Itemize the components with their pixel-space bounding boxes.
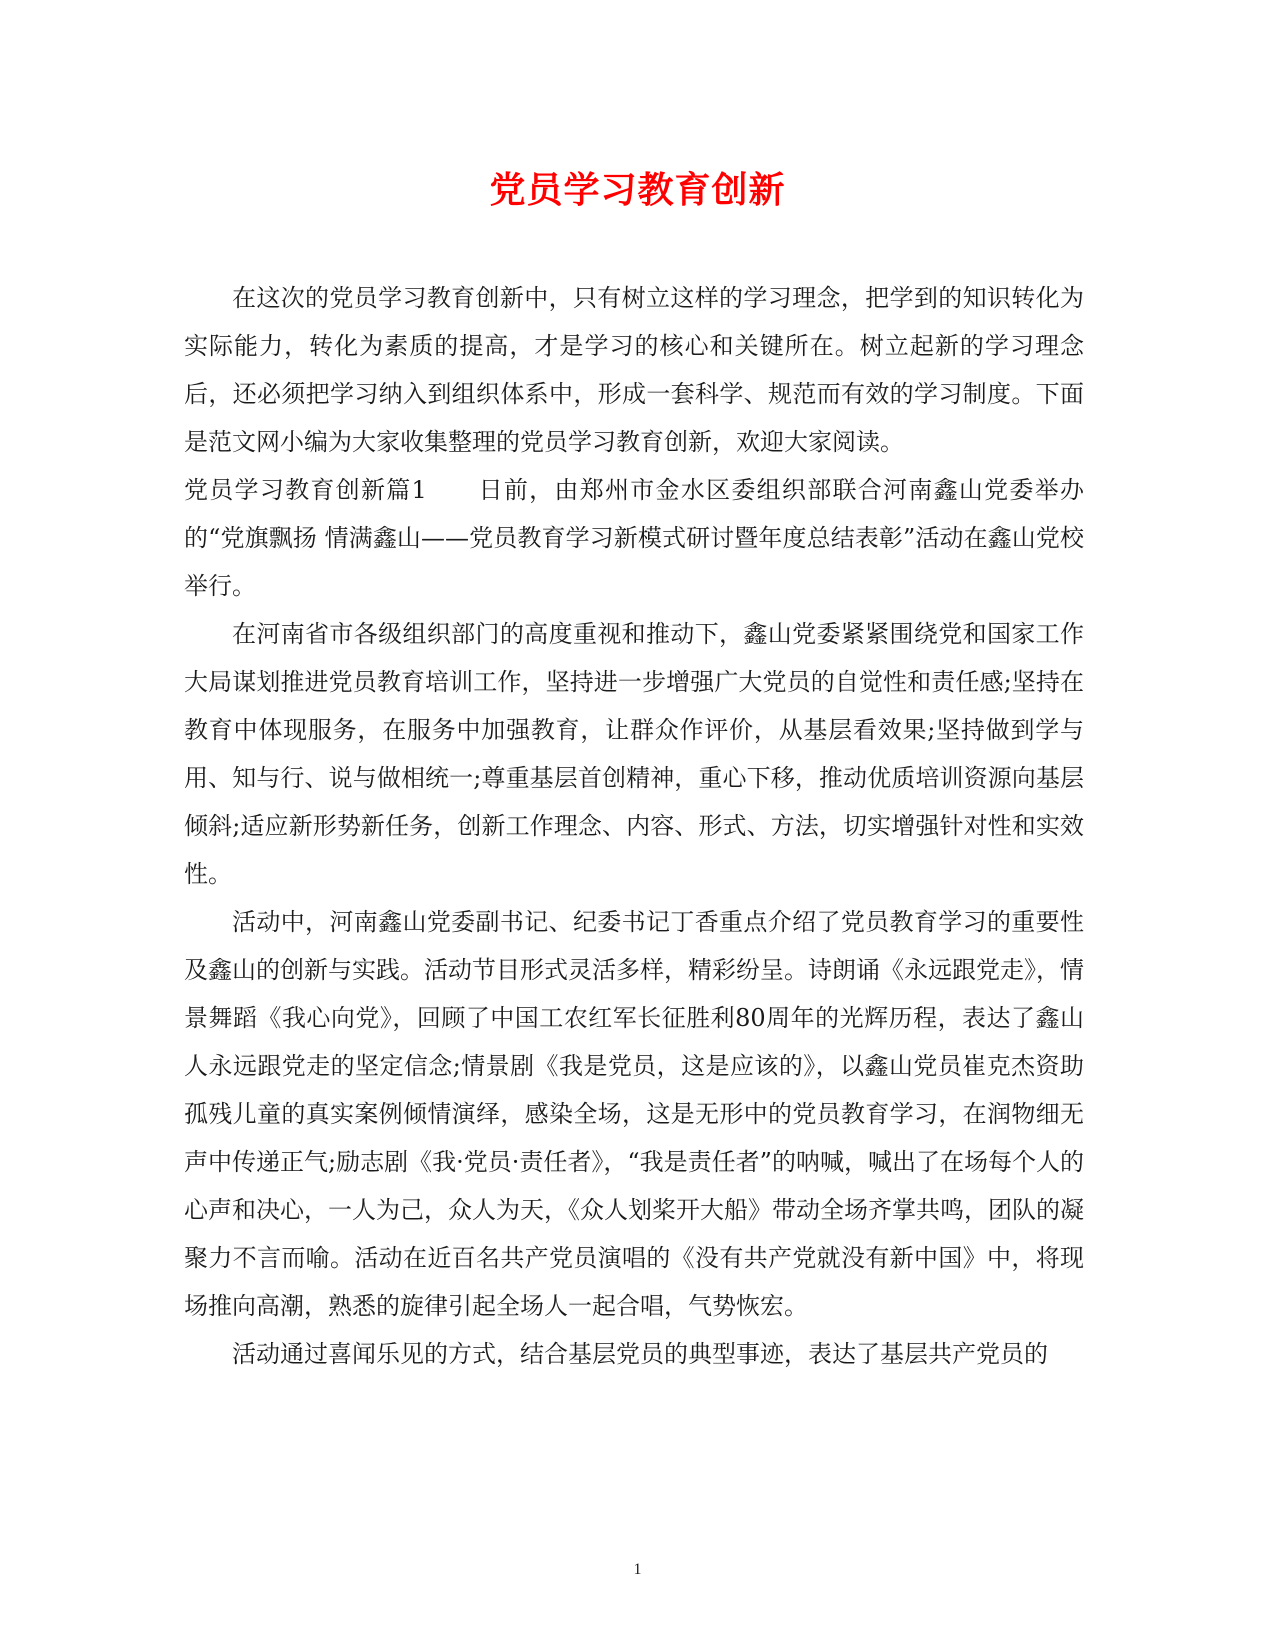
document-body (184, 274, 1084, 1378)
paragraph-conclusion: 活动通过喜闻乐见的方式，结合基层党员的典型事迹，表达了基层共产党员的 (232, 1340, 1048, 1368)
paragraph-activity: 活动中，河南鑫山党委副书记、纪委书记丁香重点介绍了党员教育学习的重要性及鑫山的创新与实践。活动节目形式灵活多样，精彩纷呈。诗朗诵《永远跟党走》，情景舞蹈《我心向党》，回顾了中国工农红军长征胜利80周年的光辉历程，表达了鑫山人永远跟党走的坚定信念;情景剧《我是党员，这是应该的》，以鑫山党员崔克杰资助孤残儿童的真实案例倾情演绎，感染全场，这是无形中的党员教育学习，在润物细无声中传递正气;励志剧《我·党员·责任者》，“我是责任者”的呐喊，喊出了在场每个人的心声和决心，一人为己，众人为天，《众人划桨开大船》带动全场齐掌共鸣，团队的凝聚力不言而喻。活动在近百名共产党员演唱的《没有共产党就没有新中国》中，将现场推向高潮，熟悉的旋律引起全场人一起合唱，气势恢宏。 (184, 908, 1084, 1320)
page-number: 1 (633, 1561, 642, 1578)
paragraph-article-1-lead: 党员学习教育创新篇1 日前，由郑州市金水区委组织部联合河南鑫山党委举办的“党旗飘扬 情满鑫山——党员教育学习新模式研讨暨年度总结表彰”活动在鑫山党校举行。 (184, 476, 1084, 600)
paragraph-intro: 在这次的党员学习教育创新中，只有树立这样的学习理念，把学到的知识转化为实际能力，转化为素质的提高，才是学习的核心和关键所在。树立起新的学习理念后，还必须把学习纳入到组织体系中，形成一套科学、规范而有效的学习制度。下面是范文网小编为大家收集整理的党员学习教育创新，欢迎大家阅读。 (184, 284, 1084, 456)
document-title: 党员学习教育创新 (489, 169, 786, 211)
paragraph-article-1-body: 在河南省市各级组织部门的高度重视和推动下，鑫山党委紧紧围绕党和国家工作大局谋划推进党员教育培训工作，坚持进一步增强广大党员的自觉性和责任感;坚持在教育中体现服务，在服务中加强教育，让群众作评价，从基层看效果;坚持做到学与用、知与行、说与做相统一;尊重基层首创精神，重心下移，推动优质培训资源向基层倾斜;适应新形势新任务，创新工作理念、内容、形式、方法，切实增强针对性和实效性。 (184, 620, 1084, 888)
